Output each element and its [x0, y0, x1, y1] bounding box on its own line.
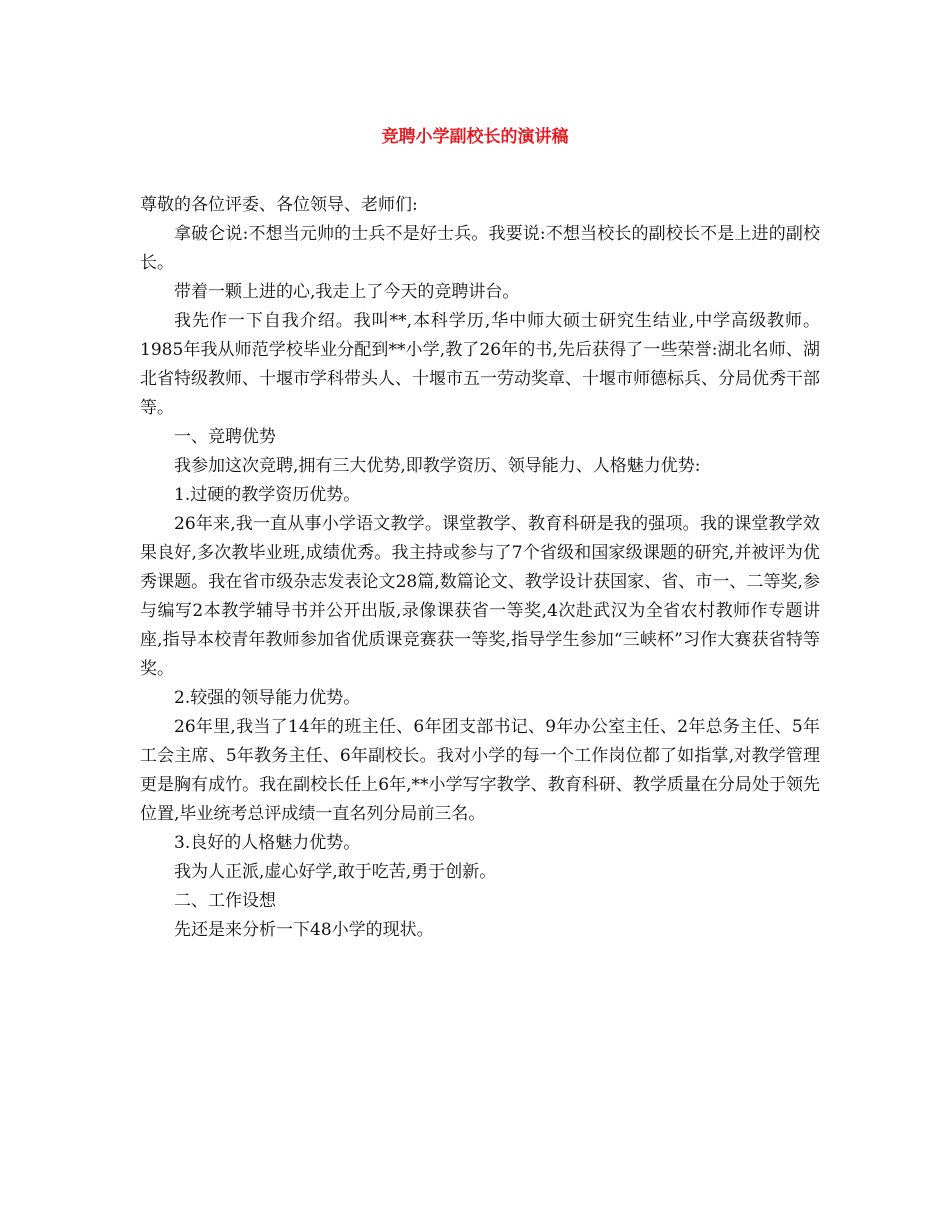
paragraph: 26年来,我一直从事小学语文教学。课堂教学、教育科研是我的强项。我的课堂教学效果良好,多次教毕业班,成绩优秀。我主持或参与了7个省级和国家级课题的研究,并被评为优秀课题。我在省市级杂志发表论文28篇,数篇论文、教学设计获国家、省、市一、二等奖,参与编写2本教学辅导书并公开出版,录像课获省一等奖,4次赴武汉为全省农村教师作专题讲座,指导本校青年教师参加省优质课竞赛获一等奖,指导学生参加“三峡杯”习作大赛获省特等奖。: [140, 514, 820, 679]
paragraph: 先还是来分析一下48小学的现状。: [174, 920, 434, 940]
paragraph: 3.良好的人格魅力优势。: [174, 833, 361, 853]
paragraph: 尊敬的各位评委、各位领导、老师们:: [140, 195, 418, 215]
document-title: 竞聘小学副校长的演讲稿: [381, 127, 569, 147]
paragraph: 带着一颗上进的心,我走上了今天的竞聘讲台。: [174, 282, 520, 302]
document-body: [140, 191, 820, 945]
paragraph: 二、工作设想: [174, 891, 276, 911]
paragraph: 我先作一下自我介绍。我叫**,本科学历,华中师大硕士研究生结业,中学高级教师。1985年我从师范学校毕业分配到**小学,教了26年的书,先后获得了一些荣誉:湖北名师、湖北省特级教师、十堰市学科带头人、十堰市五一劳动奖章、十堰市师德标兵、分局优秀干部等。: [140, 311, 820, 418]
paragraph: 1.过硬的教学资历优势。: [174, 485, 361, 505]
paragraph: 一、竞聘优势: [174, 427, 276, 447]
paragraph: 我参加这次竞聘,拥有三大优势,即教学资历、领导能力、人格魅力优势:: [174, 456, 701, 476]
paragraph: 2.较强的领导能力优势。: [174, 688, 361, 708]
paragraph: 我为人正派,虚心好学,敢于吃苦,勇于创新。: [174, 862, 497, 882]
paragraph: 拿破仑说:不想当元帅的士兵不是好士兵。我要说:不想当校长的副校长不是上进的副校长。: [140, 224, 820, 273]
paragraph: 26年里,我当了14年的班主任、6年团支部书记、9年办公室主任、2年总务主任、5年工会主席、5年教务主任、6年副校长。我对小学的每一个工作岗位都了如指掌,对教学管理更是胸有成竹。我在副校长任上6年,**小学写字教学、教育科研、教学质量在分局处于领先位置,毕业统考总评成绩一直名列分局前三名。: [140, 717, 820, 824]
